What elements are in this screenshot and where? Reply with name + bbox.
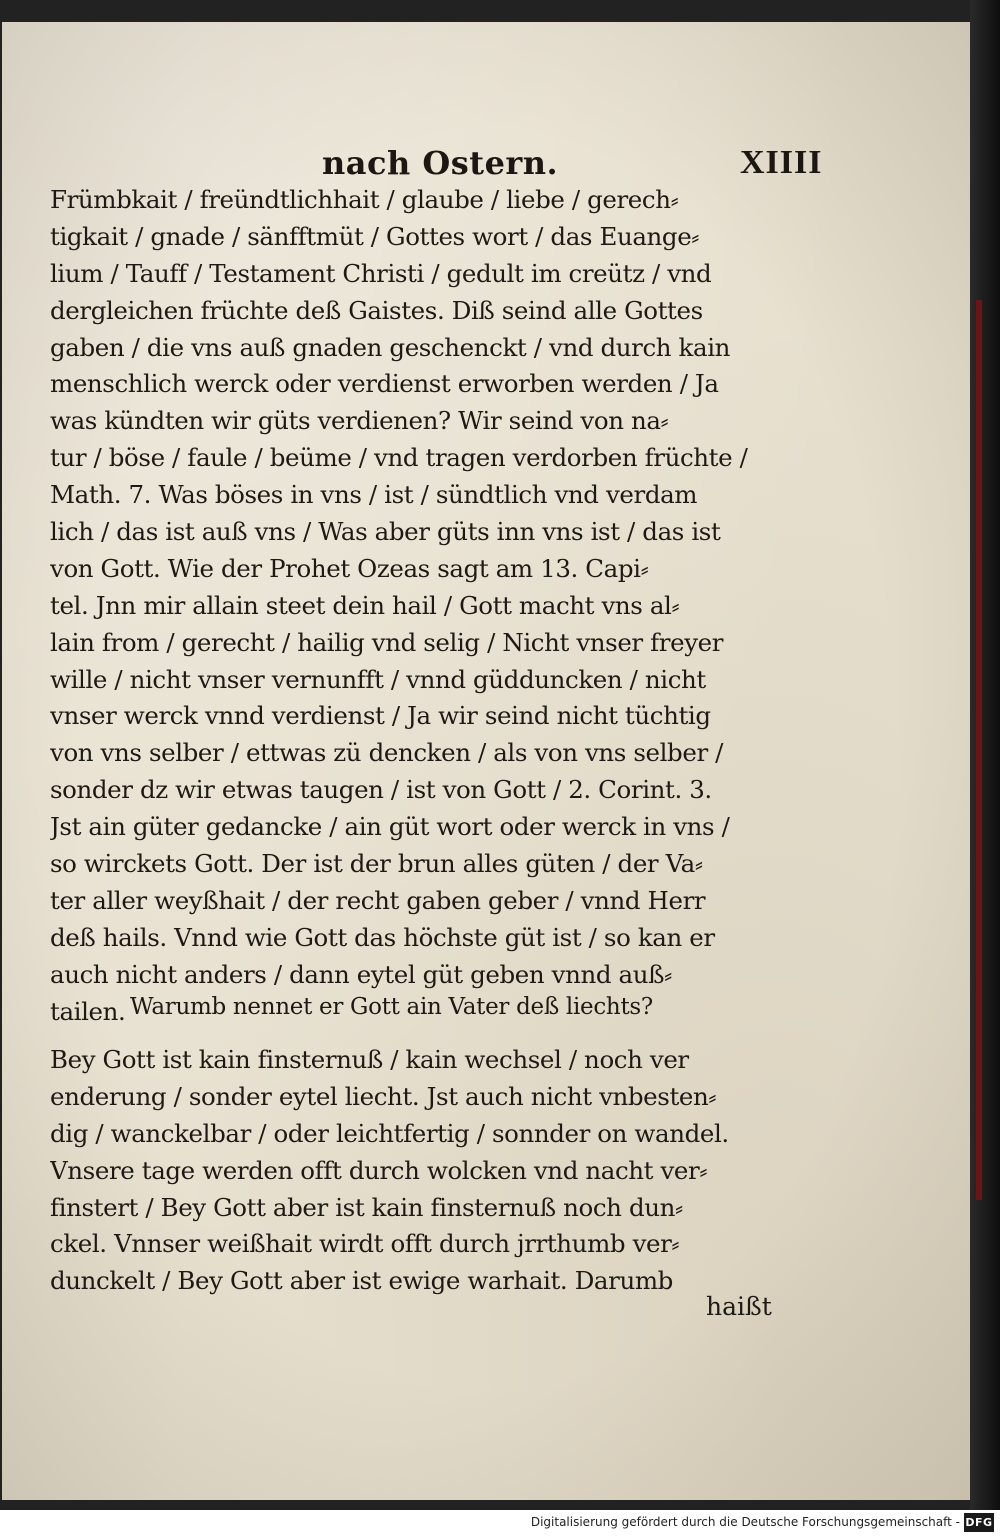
binding-edge [976,300,982,1200]
text-line: Frümbkait / freündtlichhait / glaube / liebe / gerech⸗ [50,185,679,214]
text-line: vnser werck vnnd verdienst / Ja wir seind nicht tüchtig [50,701,711,731]
text-line: finstert / Bey Gott aber ist kain finsternuß noch dun⸗ [50,1192,683,1222]
text-line: dunckelt / Bey Gott aber ist ewige warhait. Darumb [50,1266,673,1296]
text-line: wille / nicht vnser vernunfft / vnnd güdduncken / nicht [50,664,706,694]
text-line: tur / böse / faule / beüme / vnd tragen verdorben früchte / [50,443,748,473]
text-line: deß hails. Vnnd wie Gott das höchste güt ist / so kan er [50,922,715,952]
folio-number: XIIII [740,144,823,181]
text-line: Bey Gott ist kain finsternuß / kain wechsel / noch ver [50,1045,689,1074]
text-line: ter aller weyßhait / der recht gaben geber / vnnd Herr [50,885,706,915]
second-text-block [50,1042,810,1300]
text-line: dig / wanckelbar / oder leichtfertig / sonnder on wandel. [50,1118,729,1148]
text-line: von Gott. Wie der Prohet Ozeas sagt am 13. Capi⸗ [50,553,649,583]
text-line: Math. 7. Was böses in vns / ist / sündtlich vnd verdam [50,480,698,510]
text-line: enderung / sonder eytel liecht. Jst auch nicht vnbesten⸗ [50,1081,717,1111]
running-head: nach Ostern. [322,144,559,182]
catchword: haißt [706,1292,772,1321]
book-page [2,22,973,1500]
section-question: Warumb nennet er Gott ain Vater deß liechts? [130,994,653,1020]
text-line: tailen. [50,996,126,1026]
text-line: Vnsere tage werden offt durch wolcken vnd nacht ver⸗ [50,1155,708,1185]
text-line: gaben / die vns auß gnaden geschenckt / vnd durch kain [50,332,731,362]
text-line: lain from / gerecht / hailig vnd selig / Nicht vnser freyer [50,627,724,657]
text-line: sonder dz wir etwas taugen / ist von Gott / 2. Corint. 3. [50,775,712,805]
text-line: was kündten wir güts verdienen? Wir seind von na⸗ [50,406,669,436]
text-line: lich / das ist auß vns / Was aber güts inn vns ist / das ist [50,517,721,547]
text-line: dergleichen früchte deß Gaistes. Diß seind alle Gottes [50,295,703,325]
text-line: von vns selber / ettwas zü dencken / als von vns selber / [50,738,723,768]
text-line: tel. Jnn mir allain steet dein hail / Gott macht vns al⸗ [50,590,680,620]
dfg-logo: DFG [964,1513,994,1532]
funding-credit: Digitalisierung gefördert durch die Deutsche Forschungsgemeinschaft - [530,1515,960,1529]
text-line: tigkait / gnade / sänfftmüt / Gottes wort / das Euange⸗ [50,221,700,251]
main-text-block [50,182,810,1030]
text-line: so wirckets Gott. Der ist der brun alles güten / der Va⸗ [50,849,703,879]
digitization-footer [0,1510,1000,1537]
scan-edge [970,0,1000,1510]
text-line: auch nicht anders / dann eytel güt geben vnnd auß⸗ [50,959,672,989]
text-line: Jst ain güter gedancke / ain güt wort oder werck in vns / [50,812,730,842]
text-line: ckel. Vnnser weißhait wirdt offt durch jrrthumb ver⸗ [50,1229,680,1259]
text-line: lium / Tauff / Testament Christi / gedult im creütz / vnd [50,258,712,288]
text-line: menschlich werck oder verdienst erworben werden / Ja [50,369,719,399]
